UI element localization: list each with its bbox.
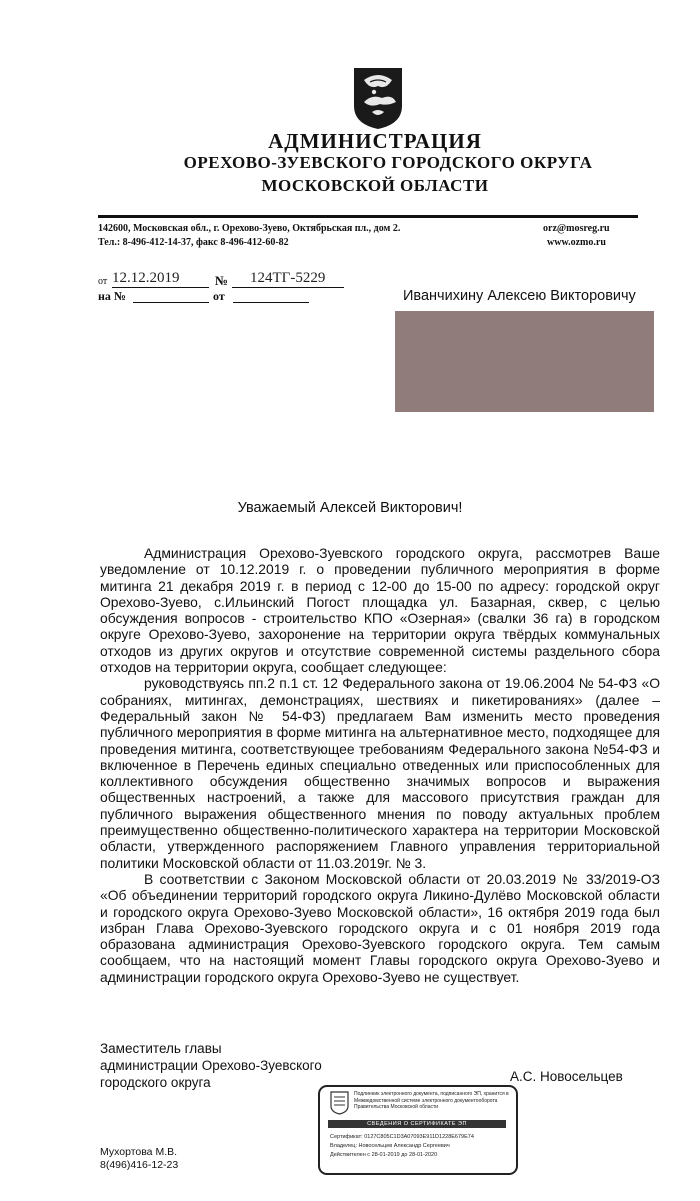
performer-info bbox=[100, 1146, 178, 1172]
certificate-owner: Владелец: Новосельцев Александр Сергеевич bbox=[330, 1143, 450, 1149]
performer-name: Мухортова М.В. bbox=[100, 1146, 178, 1158]
stamp-notice: Подлинник электронного документа, подписанного ЭП, хранится в Межведомственной системе электронного документооборота Правительства Московской области bbox=[354, 1091, 509, 1110]
performer-phone: 8(496)416-12-23 bbox=[100, 1159, 179, 1171]
addressee-name: Иванчихину Алексею Викторовичу bbox=[403, 288, 636, 304]
certificate-validity: Действителен с 28-01-2019 до 28-01-2020 bbox=[330, 1152, 438, 1158]
signatory-position bbox=[100, 1040, 322, 1091]
coat-of-arms-emblem bbox=[352, 66, 404, 130]
signatory-title-line: городского округа bbox=[100, 1075, 211, 1090]
stamp-title: СВЕДЕНИЯ О СЕРТИФИКАТЕ ЭП bbox=[328, 1120, 506, 1128]
e-signature-stamp bbox=[318, 1085, 518, 1175]
body-paragraph: руководствуясь пп.2 п.1 ст. 12 Федерального закона от 19.06.2004 № 54-ФЗ «О собраниях, митингах, демонстрациях, шествиях и пикетированиях» (далее – Федеральный закон № 54-ФЗ) предлагаем Вам изменить место проведения публичного мероприятия в форме митинга на альтернативное место, подходящее для проведения митинга, соответствующее требованиям Федерального закона №54-ФЗ и включенное в Перечень единых специально отведенных или приспособленных для коллективного обсуждения общественно значимых вопросов и выражения общественных настроений, а также для массового присутствия граждан для публичного выражения общественного мнения по поводу актуальных проблем преимущественно общественно-политического характера на территории Московской области, утвержденного распоряжением Главного управления территориальной политики Московской области от 11.03.2019г. № 3. bbox=[100, 675, 660, 871]
email-address[interactable]: orz@mosreg.ru bbox=[543, 223, 610, 234]
date-prefix: от bbox=[98, 276, 108, 287]
certificate-serial: Сертификат: 0127C805C1D3A07093E911D1228E679E74 bbox=[330, 1134, 474, 1140]
reply-date-blank bbox=[233, 290, 309, 303]
stamp-emblem-icon bbox=[330, 1091, 349, 1115]
postal-address: 142600, Московская обл., г. Орехово-Зуево, Октябрьская пл., дом 2. bbox=[98, 223, 401, 234]
document-number: 124ТГ-5229 bbox=[232, 270, 344, 288]
number-prefix: № bbox=[215, 273, 229, 288]
body-paragraph: В соответствии с Законом Московской области от 20.03.2019 № 33/2019-ОЗ «Об объединении территорий городского округа Ликино-Дулёво Московской области и городского округа Орехово-Зуево Московской области», 16 октября 2019 года был избран Глава Орехово-Зуевского городского округа и с 01 ноября 2019 года образована администрация Орехово-Зуевского городского округа. Тем самым сообщаем, что на настоящий момент Главы городского округа Орехово-Зуево и администрации городского округа Орехово-Зуево не существует. bbox=[100, 870, 660, 985]
body-paragraph: Администрация Орехово-Зуевского городского округа, рассмотрев Ваше уведомление от 10.12.2019 г. о проведении публичного мероприятия в форме митинга 21 декабря 2019 г. в период с 12-00 до 15-00 по адресу: городской округ Орехово-Зуево, с.Ильинский Погост площадка ул. Базарная, сквер, с целью обсуждения вопросов - строительство КПО «Озерная» (свалки 36 га) в городском округе Орехово-Зуево, захоронение на территории округа твёрдых коммунальных отходов из других округов и отсутствие современной системы раздельного сбора отходов на территории округа, сообщает следующее: bbox=[100, 545, 660, 676]
phone-numbers: Тел.: 8-496-412-14-37, факс 8-496-412-60-82 bbox=[98, 237, 289, 248]
signatory-title-line: администрации Орехово-Зуевского bbox=[100, 1058, 322, 1073]
header-divider bbox=[98, 215, 638, 218]
letter-body bbox=[100, 545, 660, 985]
signatory-name: А.С. Новосельцев bbox=[510, 1069, 623, 1084]
organization-district: ОРЕХОВО-ЗУЕВСКОГО ГОРОДСКОГО ОКРУГА bbox=[183, 153, 593, 172]
reply-number-blank bbox=[133, 290, 209, 303]
reply-number-label: на № bbox=[98, 289, 126, 303]
salutation: Уважаемый Алексей Викторович! bbox=[237, 500, 463, 516]
certificate-details bbox=[330, 1133, 474, 1160]
reply-date-label: от bbox=[213, 289, 225, 303]
document-date: 12.12.2019 bbox=[112, 270, 209, 288]
website-link[interactable]: www.ozmo.ru bbox=[547, 237, 606, 248]
organization-name: АДМИНИСТРАЦИЯ bbox=[268, 129, 482, 153]
signatory-title-line: Заместитель главы bbox=[100, 1041, 222, 1056]
organization-region: МОСКОВСКОЙ ОБЛАСТИ bbox=[261, 176, 489, 195]
redacted-address-block bbox=[395, 311, 654, 412]
